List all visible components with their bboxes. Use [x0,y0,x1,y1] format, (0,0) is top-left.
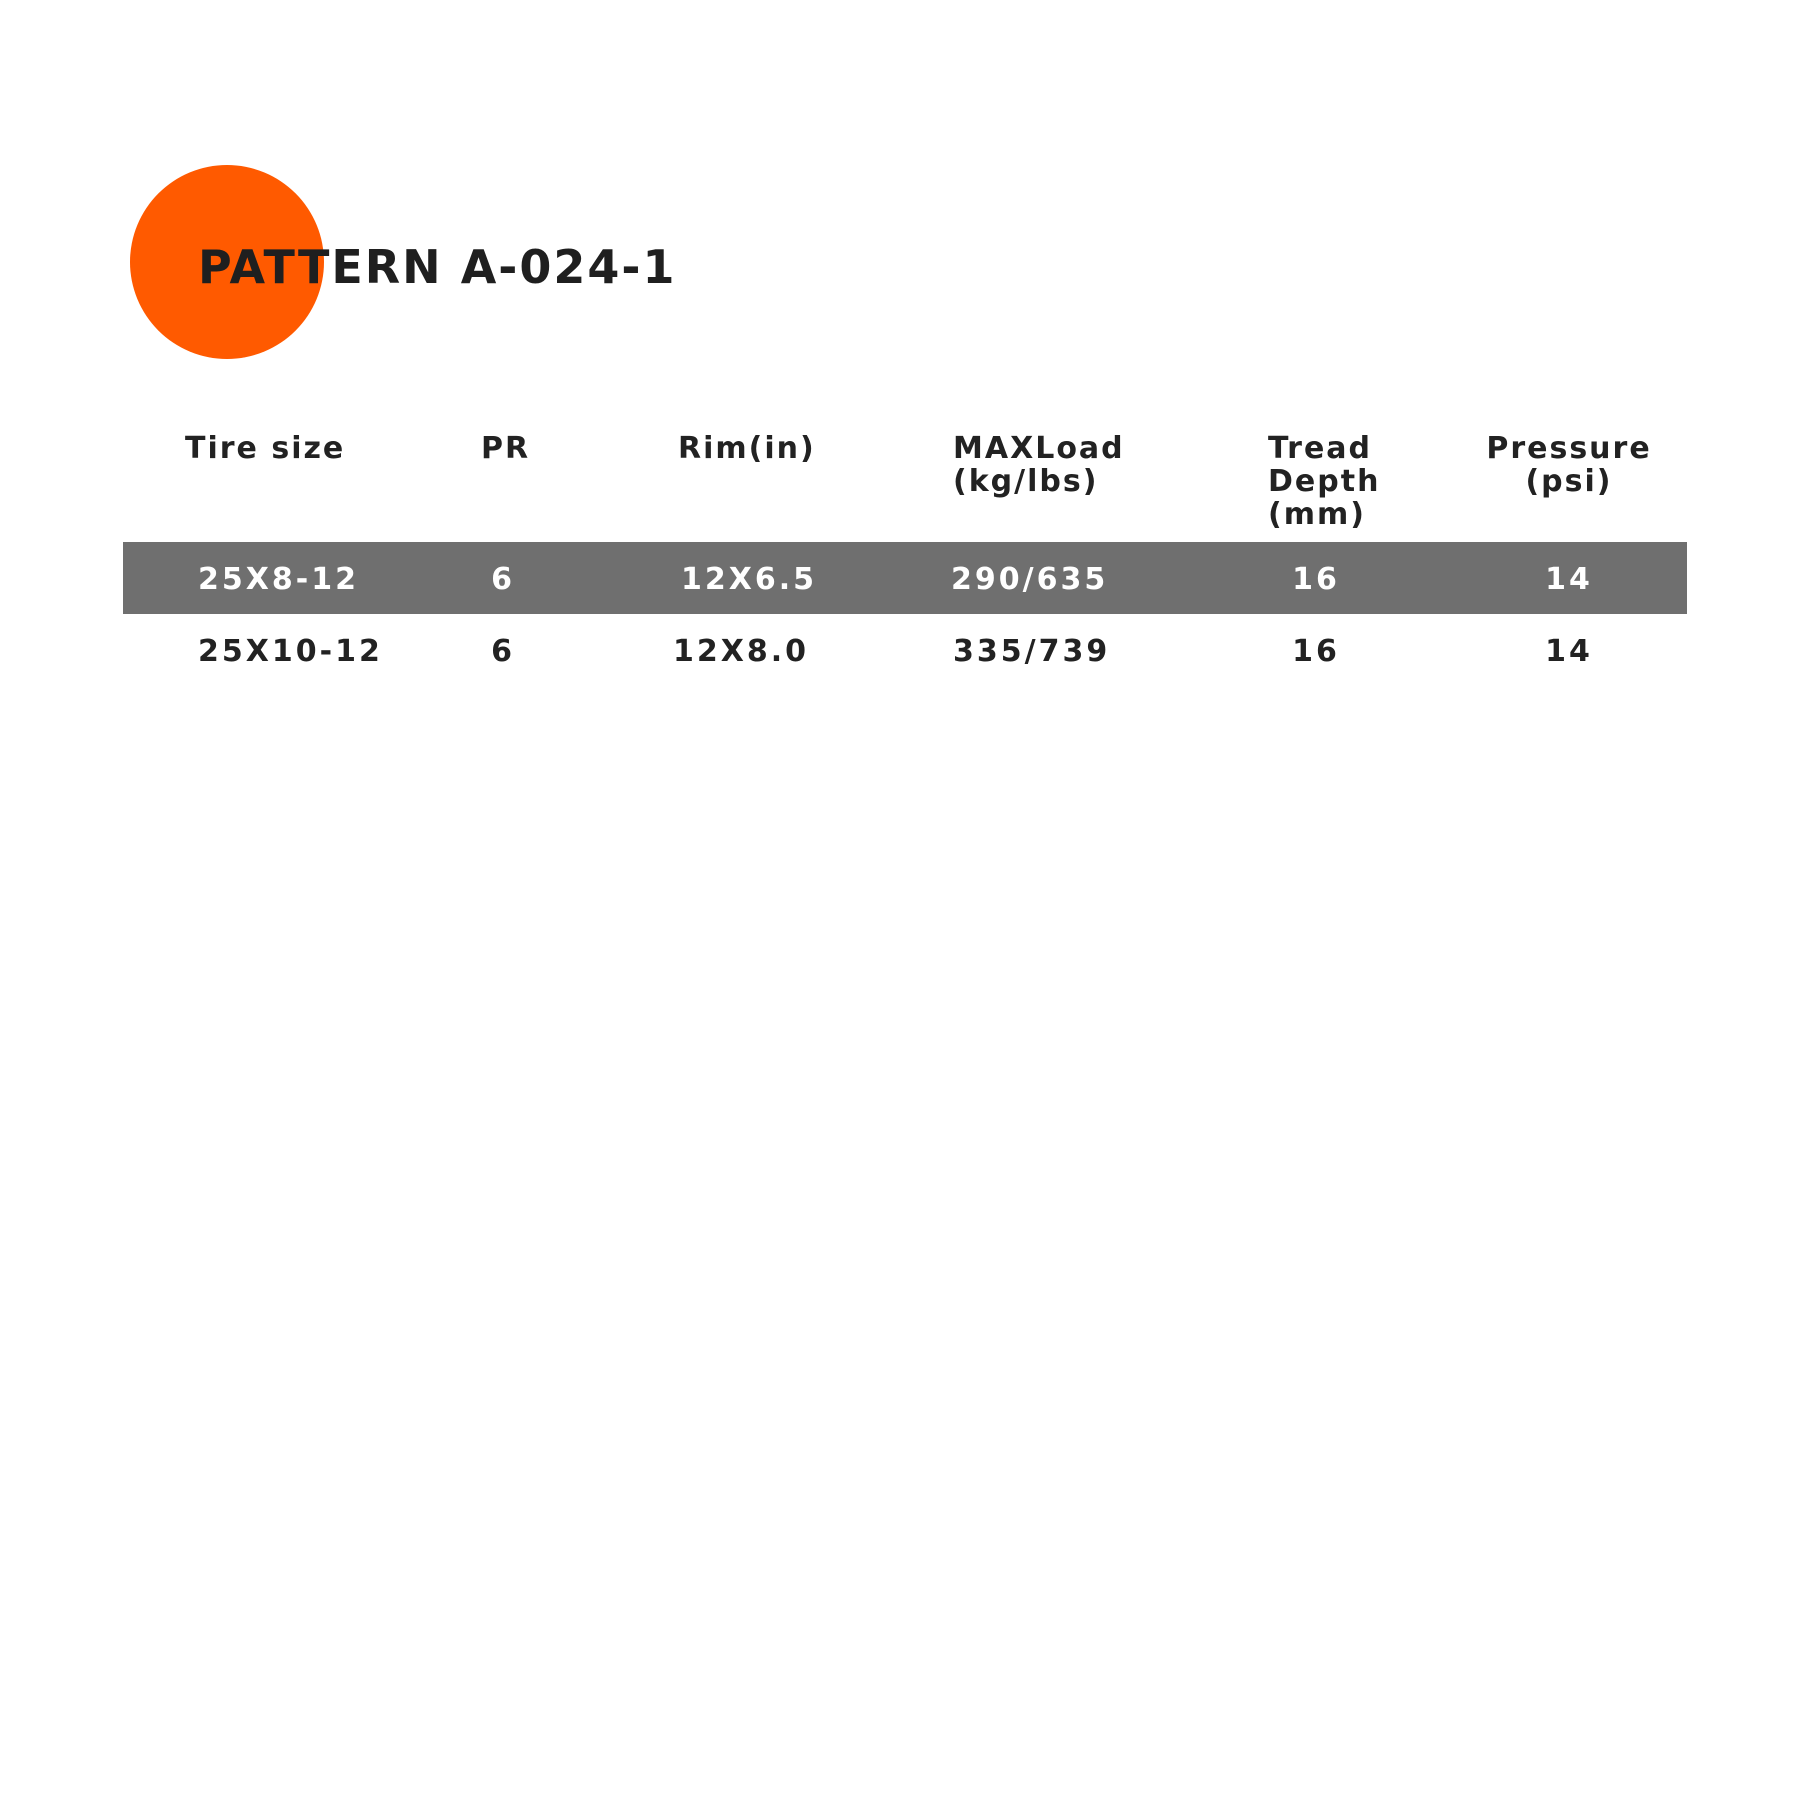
cell-rim: 12X6.5 [681,562,818,597]
cell-rim: 12X8.0 [673,634,810,669]
cell-pr: 6 [491,634,515,669]
pattern-title: PATTERN A-024-1 [198,240,677,294]
header-tire-size: Tire size [185,431,346,466]
cell-tread-depth: 16 [1292,562,1340,597]
cell-max-load: 335/739 [953,634,1111,669]
cell-tire-size: 25X10-12 [198,634,383,669]
cell-max-load: 290/635 [951,562,1109,597]
cell-tire-size: 25X8-12 [198,562,359,597]
cell-pressure: 14 [1545,562,1593,597]
header-max-load: MAXLoad (kg/lbs) [953,431,1125,499]
cell-pr: 6 [491,562,515,597]
header-rim: Rim(in) [678,431,816,466]
header-pr: PR [481,431,531,466]
cell-pressure: 14 [1545,634,1593,669]
header-pressure: Pressure (psi) [1486,431,1652,499]
header-tread-depth: Tread Depth (mm) [1268,431,1381,532]
cell-tread-depth: 16 [1292,634,1340,669]
